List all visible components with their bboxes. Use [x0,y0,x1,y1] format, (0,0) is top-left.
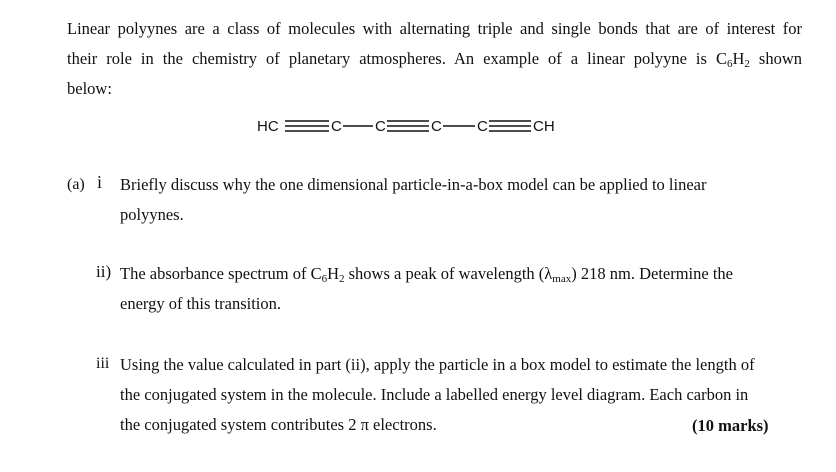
part-a-iii-line-1: Using the value calculated in part (ii), apply the particle in a box model to estimate the length of [120,355,755,374]
part-a-label: (a) [67,176,85,193]
part-a-iii-line-3: the conjugated system contributes 2 π electrons. [120,415,437,434]
intro-line-3: below: [67,79,112,98]
polyyne-structure-diagram [255,112,565,140]
marks-label: (10 marks) [692,416,769,435]
part-a-ii-line-2: energy of this transition. [120,294,282,313]
part-a-ii-line-1: The absorbance spectrum of $C_6H_2$ shows a peak of wavelength $(\lambda_{max})$ 218 nm. Determine the [120,264,733,285]
intro-paragraph [67,14,802,104]
atom-c4: C [477,118,488,135]
part-a-ii-numeral: ii) [96,262,112,281]
atom-c3: C [431,118,442,135]
atom-c2: C [375,118,386,135]
part-a-i-line-1: Briefly discuss why the one dimensional particle-in-a-box model can be applied to linear [120,175,707,194]
part-a-i-question [120,170,800,230]
intro-line-2: their role in the chemistry of planetary atmospheres. An example of a linear polyyne is $C_6H_2$ shown [67,49,802,70]
part-a-iii-line-2: the conjugated system in the molecule. Include a labelled energy level diagram. Each carbon in [120,385,749,404]
atom-ch: CH [533,118,555,135]
part-a-i-line-2: polyynes. [120,205,184,224]
atom-c1: C [331,118,342,135]
intro-line-1: Linear polyynes are a class of molecules with alternating triple and single bonds that are of interest for [67,19,802,38]
part-a-iii-numeral: iii [96,355,110,372]
atom-hc: HC [257,118,279,135]
part-a-i-numeral: i [97,172,103,192]
part-a-ii-question [120,259,800,319]
